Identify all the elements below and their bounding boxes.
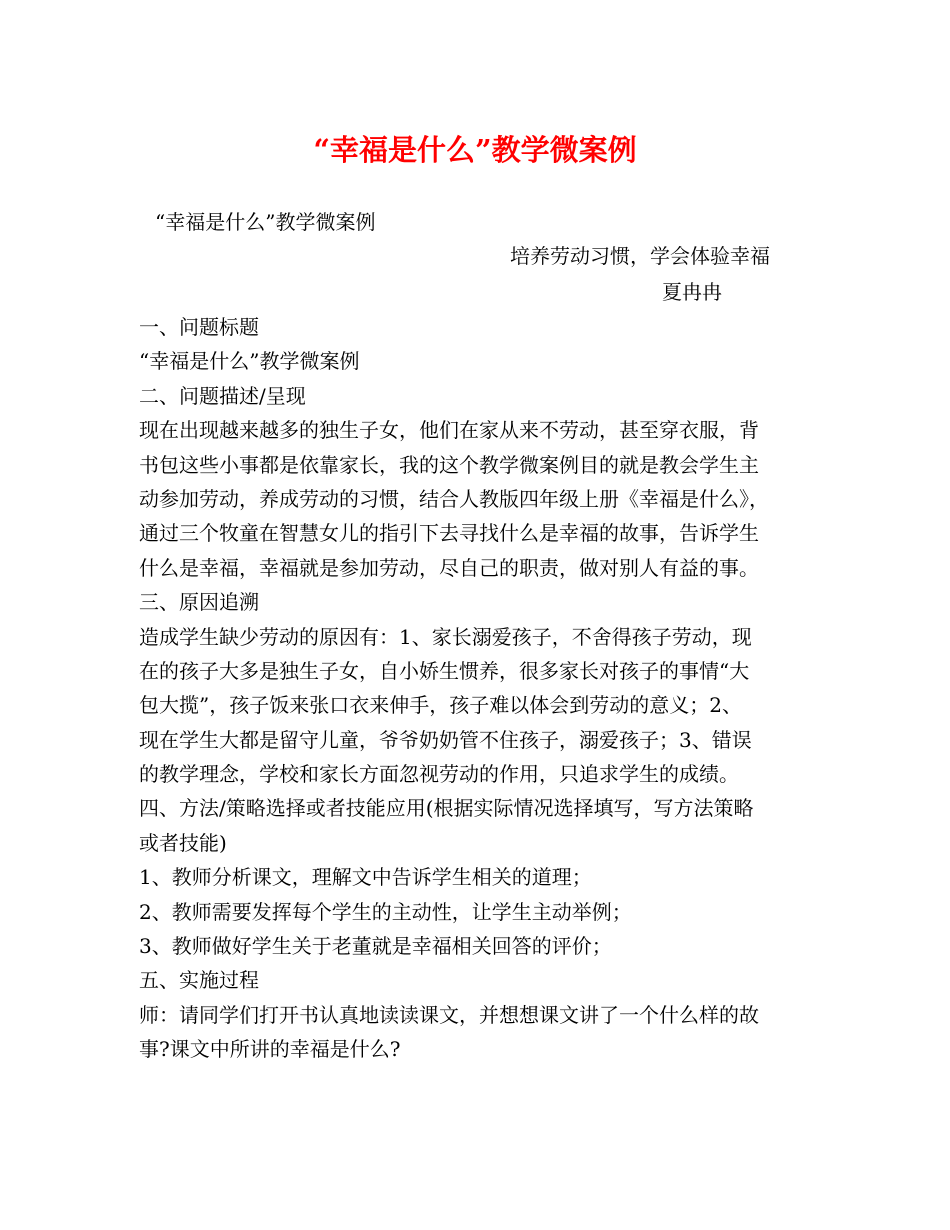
paragraph-line: 书包这些小事都是依靠家长，我的这个教学微案例目的就是教会学生主 — [139, 452, 759, 477]
document-motto: 培养劳动习惯，学会体验幸福 — [510, 244, 770, 268]
paragraph-line: 师：请同学们打开书认真地读读课文，并想想课文讲了一个什么样的故 — [139, 1002, 759, 1027]
section-heading-4: 四、方法/策略选择或者技能应用(根据实际情况选择填写，写方法策略 — [139, 796, 754, 821]
section-heading-3: 三、原因追溯 — [139, 590, 259, 615]
paragraph-line: 通过三个牧童在智慧女儿的指引下去寻找什么是幸福的故事，告诉学生 — [139, 521, 759, 546]
document-author: 夏冉冉 — [662, 280, 722, 304]
paragraph-line: 或者技能) — [139, 830, 227, 855]
document-title: “幸福是什么”教学微案例 — [313, 133, 637, 167]
paragraph-line: 造成学生缺少劳动的原因有：1、家长溺爱孩子，不舍得孩子劳动，现 — [139, 624, 752, 649]
paragraph-line: 的教学理念，学校和家长方面忽视劳动的作用，只追求学生的成绩。 — [139, 762, 739, 787]
document-subtitle: “幸福是什么”教学微案例 — [155, 210, 376, 234]
document-body — [139, 310, 829, 1067]
paragraph-line: 现在学生大都是留守儿童，爷爷奶奶管不住孩子，溺爱孩子；3、错误 — [139, 727, 752, 752]
list-item: 1、教师分析课文，理解文中告诉学生相关的道理； — [139, 865, 592, 890]
section-heading-5: 五、实施过程 — [139, 968, 259, 993]
paragraph-line: 动参加劳动，养成劳动的习惯，结合人教版四年级上册《幸福是什么》， — [139, 486, 769, 511]
list-item: 2、教师需要发挥每个学生的主动性，让学生主动举例； — [139, 899, 632, 924]
paragraph-line: 什么是幸福，幸福就是参加劳动，尽自己的职责，做对别人有益的事。 — [139, 555, 759, 580]
paragraph-line: 在的孩子大多是独生子女，自小娇生惯养，很多家长对孩子的事情“大 — [139, 658, 750, 683]
section-heading-1: 一、问题标题 — [139, 315, 259, 339]
paragraph-line: “幸福是什么”教学微案例 — [139, 349, 360, 374]
list-item: 3、教师做好学生关于老董就是幸福相关回答的评价； — [139, 934, 612, 959]
section-heading-2: 二、问题描述/呈现 — [139, 383, 306, 408]
paragraph-line: 包大揽”，孩子饭来张口衣来伸手，孩子难以体会到劳动的意义；2、 — [139, 693, 742, 718]
paragraph-line: 事?课文中所讲的幸福是什么? — [139, 1037, 401, 1062]
paragraph-line: 现在出现越来越多的独生子女，他们在家从来不劳动，甚至穿衣服，背 — [139, 418, 759, 443]
